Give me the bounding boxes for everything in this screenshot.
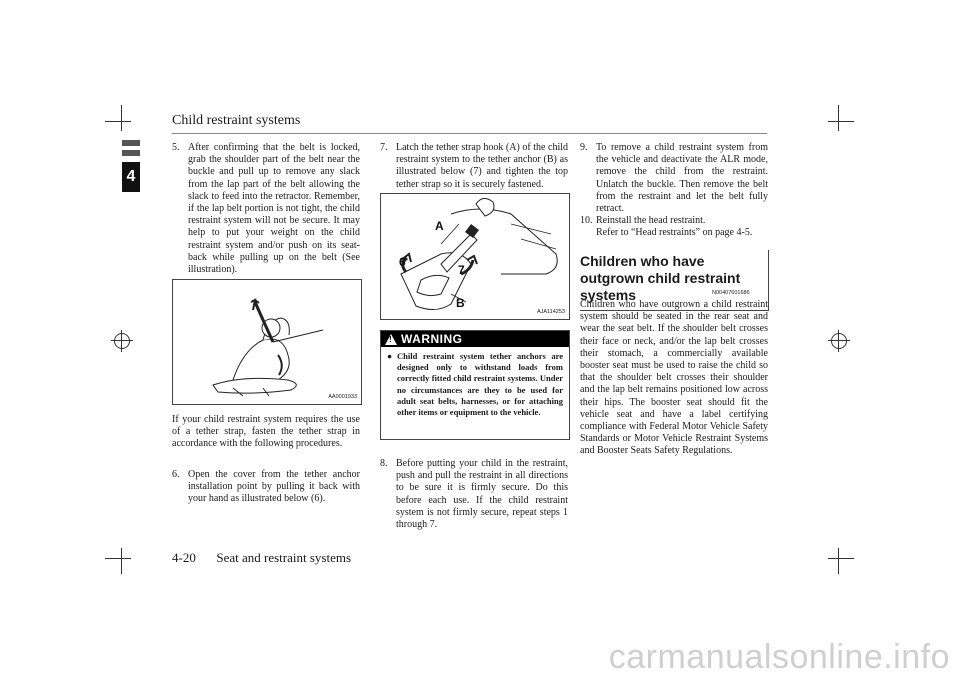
crop-mark xyxy=(121,105,122,131)
registration-mark xyxy=(831,333,847,349)
header-rule xyxy=(172,133,767,134)
chapter-tab xyxy=(122,140,140,230)
belt-illustration-svg xyxy=(173,280,361,404)
step-text: To remove a child restraint system from the vehicle and deactivate the ALR mode, remove the child from the restraint. Unlatch the buckle. Then remove the belt from the restraint and let the belt fully retract. xyxy=(596,142,768,215)
step-number: 7. xyxy=(380,142,388,153)
section-title: Children who have outgrown child restraint systems xyxy=(580,250,769,311)
watermark: carmanualsonline.info xyxy=(608,638,950,676)
figure-code: AA0001933 xyxy=(328,394,357,400)
warning-heading: WARNING xyxy=(401,332,463,346)
figure-code: AJA114253 xyxy=(536,309,565,315)
step-8 xyxy=(380,458,568,531)
step-text: Open the cover from the tether anchor installation point by pulling it back with your hand as illustrated below (6). xyxy=(188,469,360,505)
crop-mark xyxy=(838,548,839,574)
step-number: 8. xyxy=(380,458,388,469)
step-5 xyxy=(172,142,360,276)
crop-mark xyxy=(838,105,839,131)
label-6: 6 xyxy=(399,255,406,269)
crop-mark xyxy=(121,548,122,574)
page-reference: Refer to “Head restraints” on page 4-5. xyxy=(596,227,753,239)
crop-mark xyxy=(828,121,854,122)
step-10 xyxy=(580,215,768,227)
reference-code: N00407601686 xyxy=(712,290,750,296)
warning-header xyxy=(381,331,569,347)
outgrown-body-paragraph: Children who have outgrown a child restraint system should be seated in the rear seat and wear the seat belt. If the shoulder belt crosses their face or neck, and/or the lap belt crosses their stomach, a commercially available booster seat must be used to raise the child so that the shoulder belt crosses their shoulder and the lap belt remains positioned low across their hips. The booster seat should fit the vehicle seat and have a label certifying compliance with Federal Motor Vehicle Safety Standards or Motor Vehicle Restraint Systems and Booster Seats Safety Regulations. xyxy=(580,299,768,457)
registration-mark xyxy=(114,333,130,349)
step-text: After confirming that the belt is locked, grab the shoulder part of the belt near the buckle and pull up to remove any slack from the lap part of the belt allowing the slack to feed into the retractor. Remember, if the lap belt portion is not tight, the child restraint system will not be secure. It may help to put your weight on the child restraint system and/or push on its seat-back while pulling up on the belt (See illustration). xyxy=(188,142,360,276)
warning-text: Child restraint system tether anchors are designed only to withstand loads from correctly fitted child restraint systems. Under no circumstances are they to be used for adult seat belts, harnesses, or for attaching other items or equipment to the vehicle. xyxy=(397,351,563,418)
step-number: 5. xyxy=(172,142,180,153)
tether-anchor-illustration xyxy=(380,193,570,320)
step-number: 6. xyxy=(172,469,180,480)
label-7: 7 xyxy=(458,263,465,277)
running-header: Child restraint systems xyxy=(172,113,301,128)
step-10-ref xyxy=(580,227,768,239)
bullet-icon: ● xyxy=(387,351,393,361)
step-number: 10. xyxy=(580,215,593,227)
label-b: B xyxy=(456,296,465,310)
crop-mark xyxy=(105,121,131,122)
label-a: A xyxy=(435,219,444,233)
step-number: 9. xyxy=(580,142,588,153)
step-6-block xyxy=(172,469,360,506)
chapter-number: 4 xyxy=(122,162,140,192)
step-7 xyxy=(380,142,568,191)
step-7-block xyxy=(380,142,568,191)
belt-tightening-illustration xyxy=(172,279,362,405)
crop-mark xyxy=(828,558,854,559)
left-column xyxy=(172,142,360,276)
step-text: Latch the tether strap hook (A) of the child restraint system to the tether anchor (B) as illustrated below (7) and tighten the top tether strap so it is securely fastened. xyxy=(396,142,568,190)
step-text: Reinstall the head restraint. xyxy=(596,215,706,227)
warning-box xyxy=(380,330,570,440)
tether-illustration-svg xyxy=(381,194,569,319)
page-footer xyxy=(172,550,351,566)
warning-triangle-icon xyxy=(385,334,397,345)
crop-mark xyxy=(105,558,131,559)
footer-section: Seat and restraint systems xyxy=(216,550,352,565)
step-9-block xyxy=(580,142,768,240)
tether-intro-paragraph: If your child restraint system requires the use of a tether strap, fasten the tether strap in accordance with the following procedures. xyxy=(172,414,360,450)
step-6 xyxy=(172,469,360,506)
page-number: 4-20 xyxy=(172,550,196,565)
step-8-block xyxy=(380,458,568,531)
step-9 xyxy=(580,142,768,215)
warning-body xyxy=(381,347,569,424)
step-text: Before putting your child in the restraint, push and pull the restraint in all directions to be sure it is firmly secure. Do this before each use. If the child restraint system is not firmly secure, repeat steps 1 through 7. xyxy=(396,458,568,531)
